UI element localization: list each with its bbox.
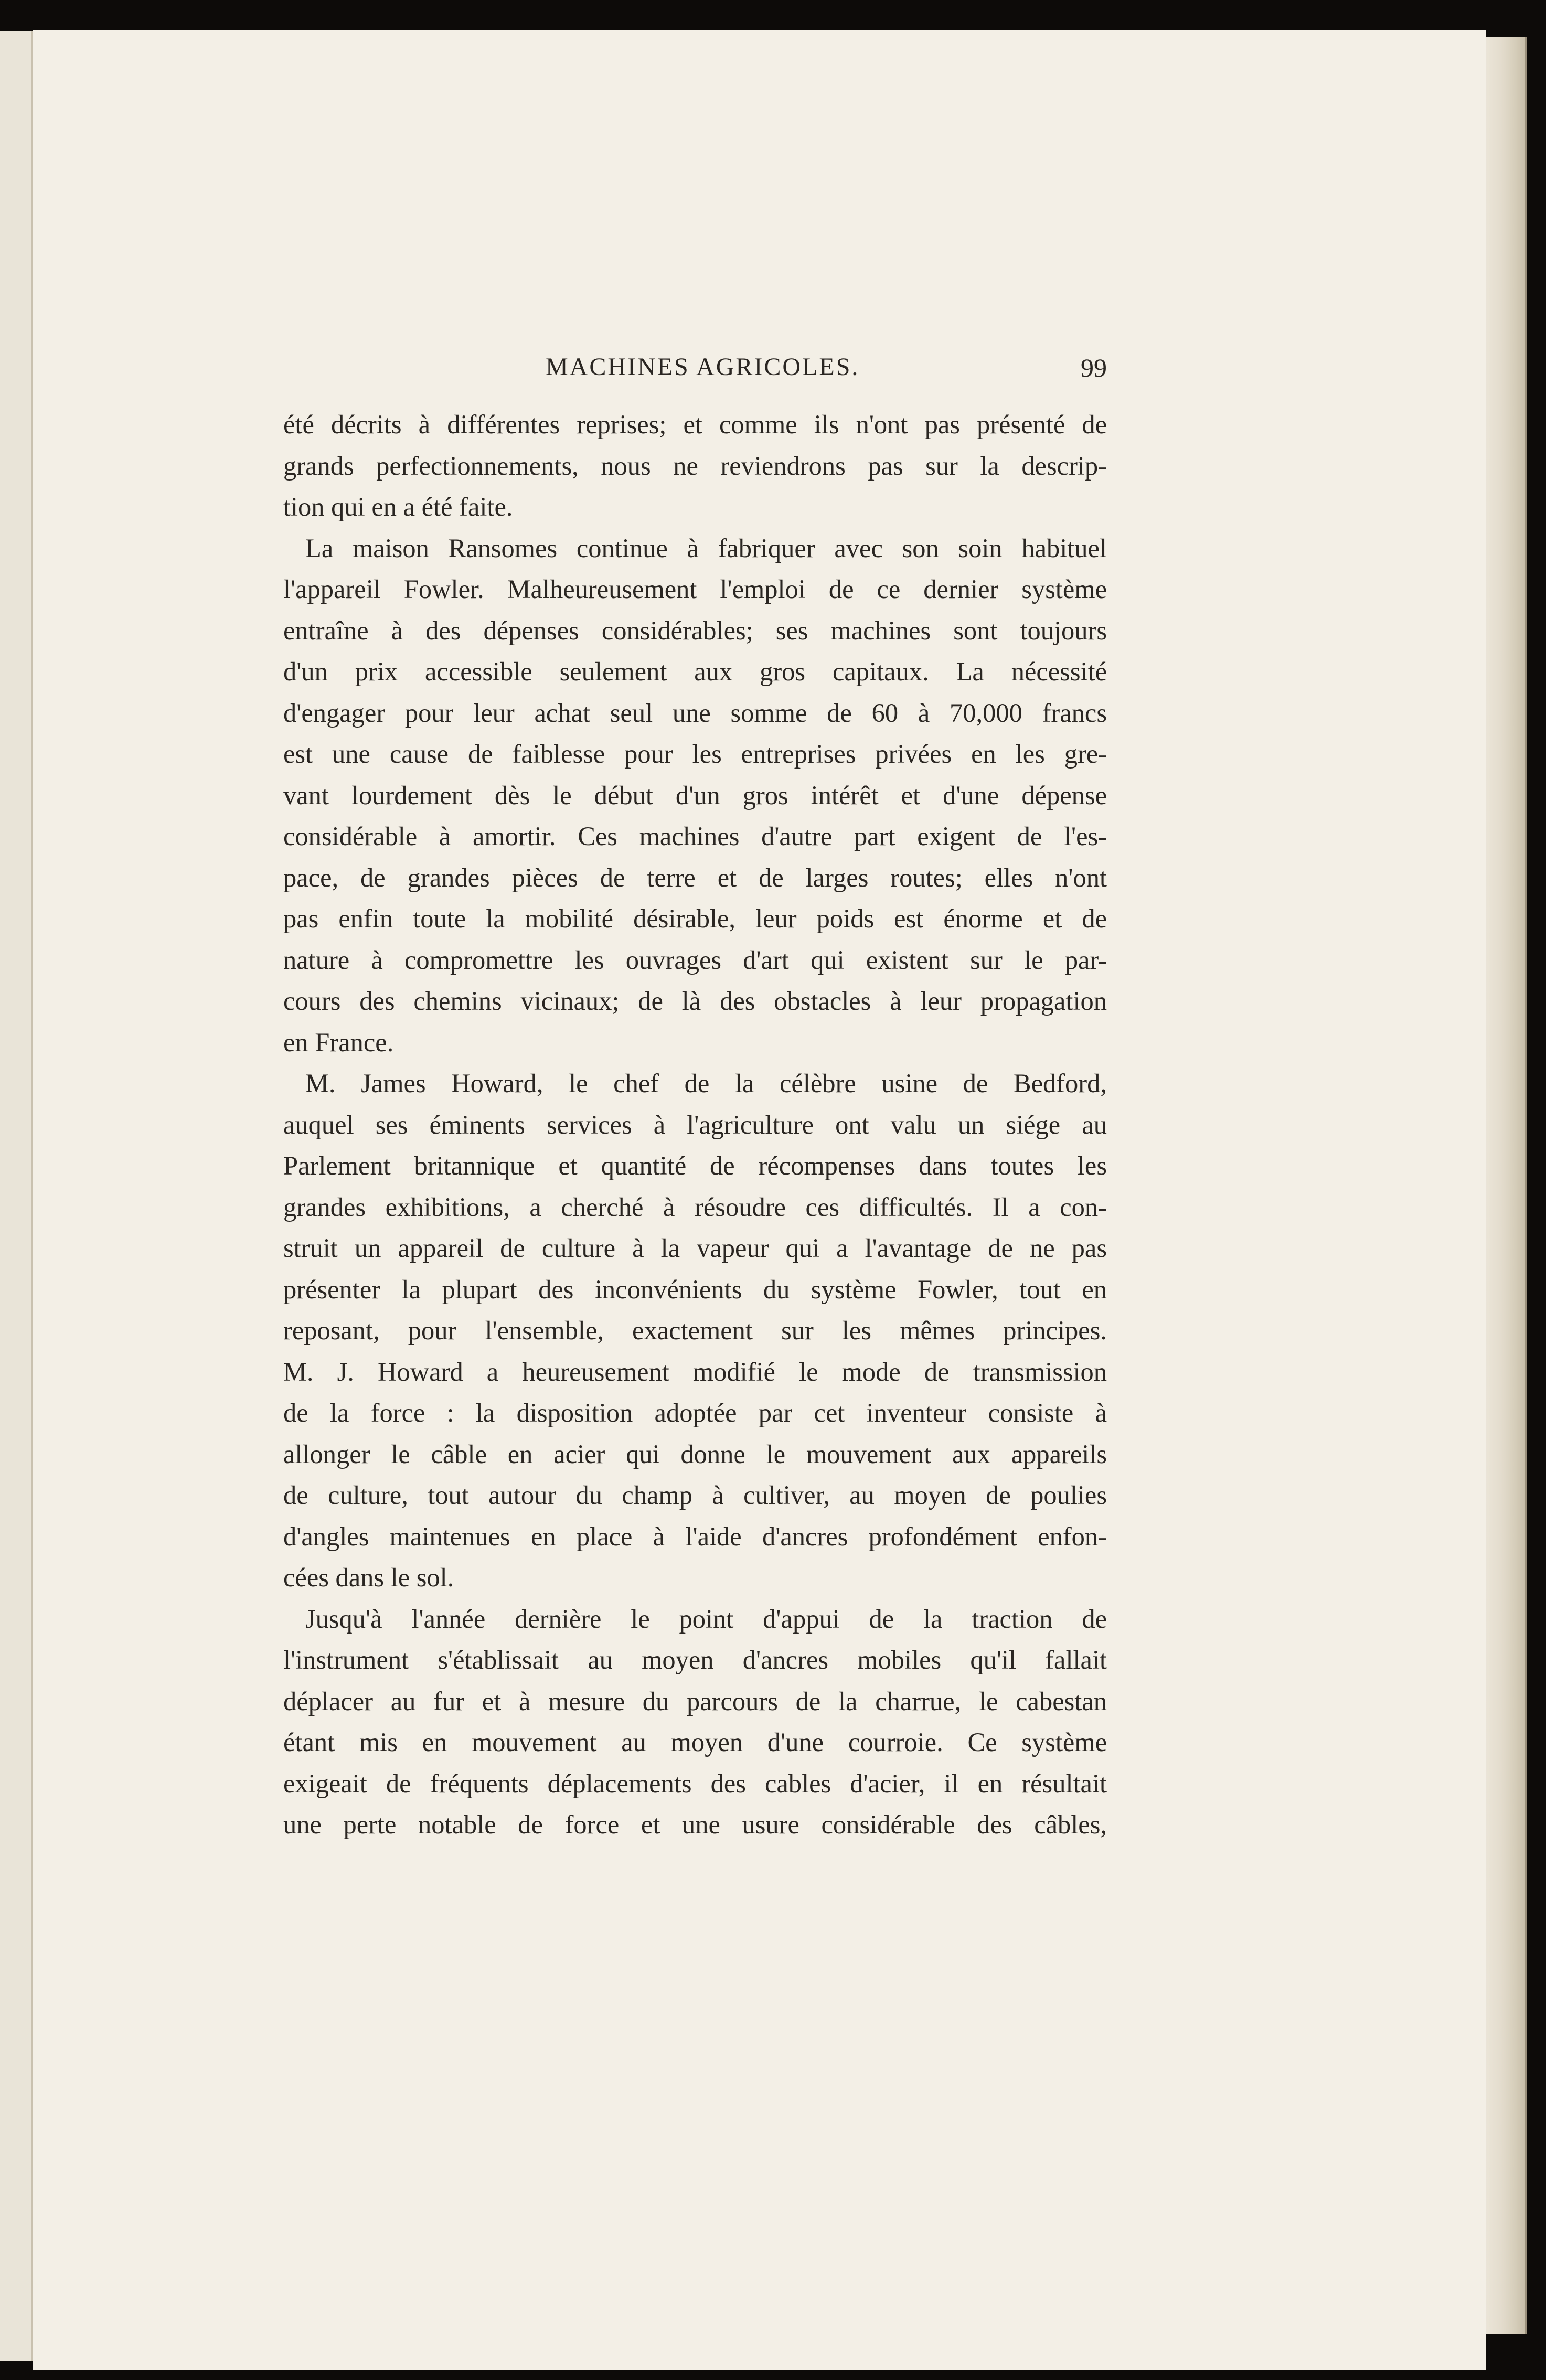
body-text xyxy=(283,404,1107,1845)
text-line: reposant, pour l'ensemble, exactement sur les mêmes principes. xyxy=(283,1316,1107,1345)
text-line: struit un appareil de culture à la vapeur qui a l'avantage de ne pas xyxy=(283,1233,1107,1263)
text-line: de la force : la disposition adoptée par cet inventeur consiste à xyxy=(283,1398,1107,1427)
text-line: pas enfin toute la mobilité désirable, leur poids est énorme et de xyxy=(283,904,1107,933)
text-line: grandes exhibitions, a cherché à résoudre ces difficultés. Il a con- xyxy=(283,1192,1107,1222)
text-line: vant lourdement dès le début d'un gros intérêt et d'une dépense xyxy=(283,780,1107,810)
text-line: M. J. Howard a heureusement modifié le mode de transmission xyxy=(283,1357,1107,1386)
text-line: est une cause de faiblesse pour les entreprises privées en les gre- xyxy=(283,739,1107,769)
text-line: d'engager pour leur achat seul une somme de 60 à 70,000 francs xyxy=(283,698,1107,728)
facing-page-edge xyxy=(0,31,33,2361)
text-line: pace, de grandes pièces de terre et de larges routes; elles n'ont xyxy=(283,862,1107,892)
text-line: de culture, tout autour du champ à cultiver, au moyen de poulies xyxy=(283,1480,1107,1510)
page-stack-edge xyxy=(1486,37,1527,2334)
text-line: cées dans le sol. xyxy=(283,1563,454,1592)
page-header xyxy=(283,353,1107,400)
text-line: d'angles maintenues en place à l'aide d'ancres profondément enfon- xyxy=(283,1521,1107,1551)
text-line: auquel ses éminents services à l'agriculture ont valu un siége au xyxy=(283,1109,1107,1139)
text-line: nature à compromettre les ouvrages d'art qui existent sur le par- xyxy=(283,945,1107,975)
text-line: présenter la plupart des inconvénients du système Fowler, tout en xyxy=(283,1274,1107,1304)
text-line: grands perfectionnements, nous ne reviendrons pas sur la descrip- xyxy=(283,451,1107,481)
text-line: en France. xyxy=(283,1027,394,1057)
text-line: cours des chemins vicinaux; de là des obstacles à leur propagation xyxy=(283,986,1107,1016)
text-line: M. James Howard, le chef de la célèbre usine de Bedford, xyxy=(305,1069,1107,1098)
text-line: l'instrument s'établissait au moyen d'ancres mobiles qu'il fallait xyxy=(283,1645,1107,1674)
running-title: MACHINES AGRICOLES. xyxy=(546,353,860,381)
text-line: déplacer au fur et à mesure du parcours de la charrue, le cabestan xyxy=(283,1686,1107,1716)
text-line: l'appareil Fowler. Malheureusement l'emploi de ce dernier système xyxy=(283,574,1107,604)
text-line: La maison Ransomes continue à fabriquer avec son soin habituel xyxy=(305,533,1107,563)
text-line: d'un prix accessible seulement aux gros capitaux. La nécessité xyxy=(283,657,1107,686)
text-line: été décrits à différentes reprises; et comme ils n'ont pas présenté de xyxy=(283,410,1107,439)
text-line: Parlement britannique et quantité de récompenses dans toutes les xyxy=(283,1151,1107,1180)
text-line: considérable à amortir. Ces machines d'autre part exigent de l'es- xyxy=(283,821,1107,851)
text-line: une perte notable de force et une usure considérable des câbles, xyxy=(283,1810,1107,1839)
text-line: exigeait de fréquents déplacements des cables d'acier, il en résultait xyxy=(283,1768,1107,1798)
text-line: étant mis en mouvement au moyen d'une courroie. Ce système xyxy=(283,1727,1107,1757)
text-line: allonger le câble en acier qui donne le mouvement aux appareils xyxy=(283,1439,1107,1469)
text-line: Jusqu'à l'année dernière le point d'appui de la traction de xyxy=(305,1604,1107,1634)
page-number: 99 xyxy=(1081,353,1107,382)
text-line: tion qui en a été faite. xyxy=(283,492,513,521)
text-line: entraîne à des dépenses considérables; ses machines sont toujours xyxy=(283,615,1107,645)
